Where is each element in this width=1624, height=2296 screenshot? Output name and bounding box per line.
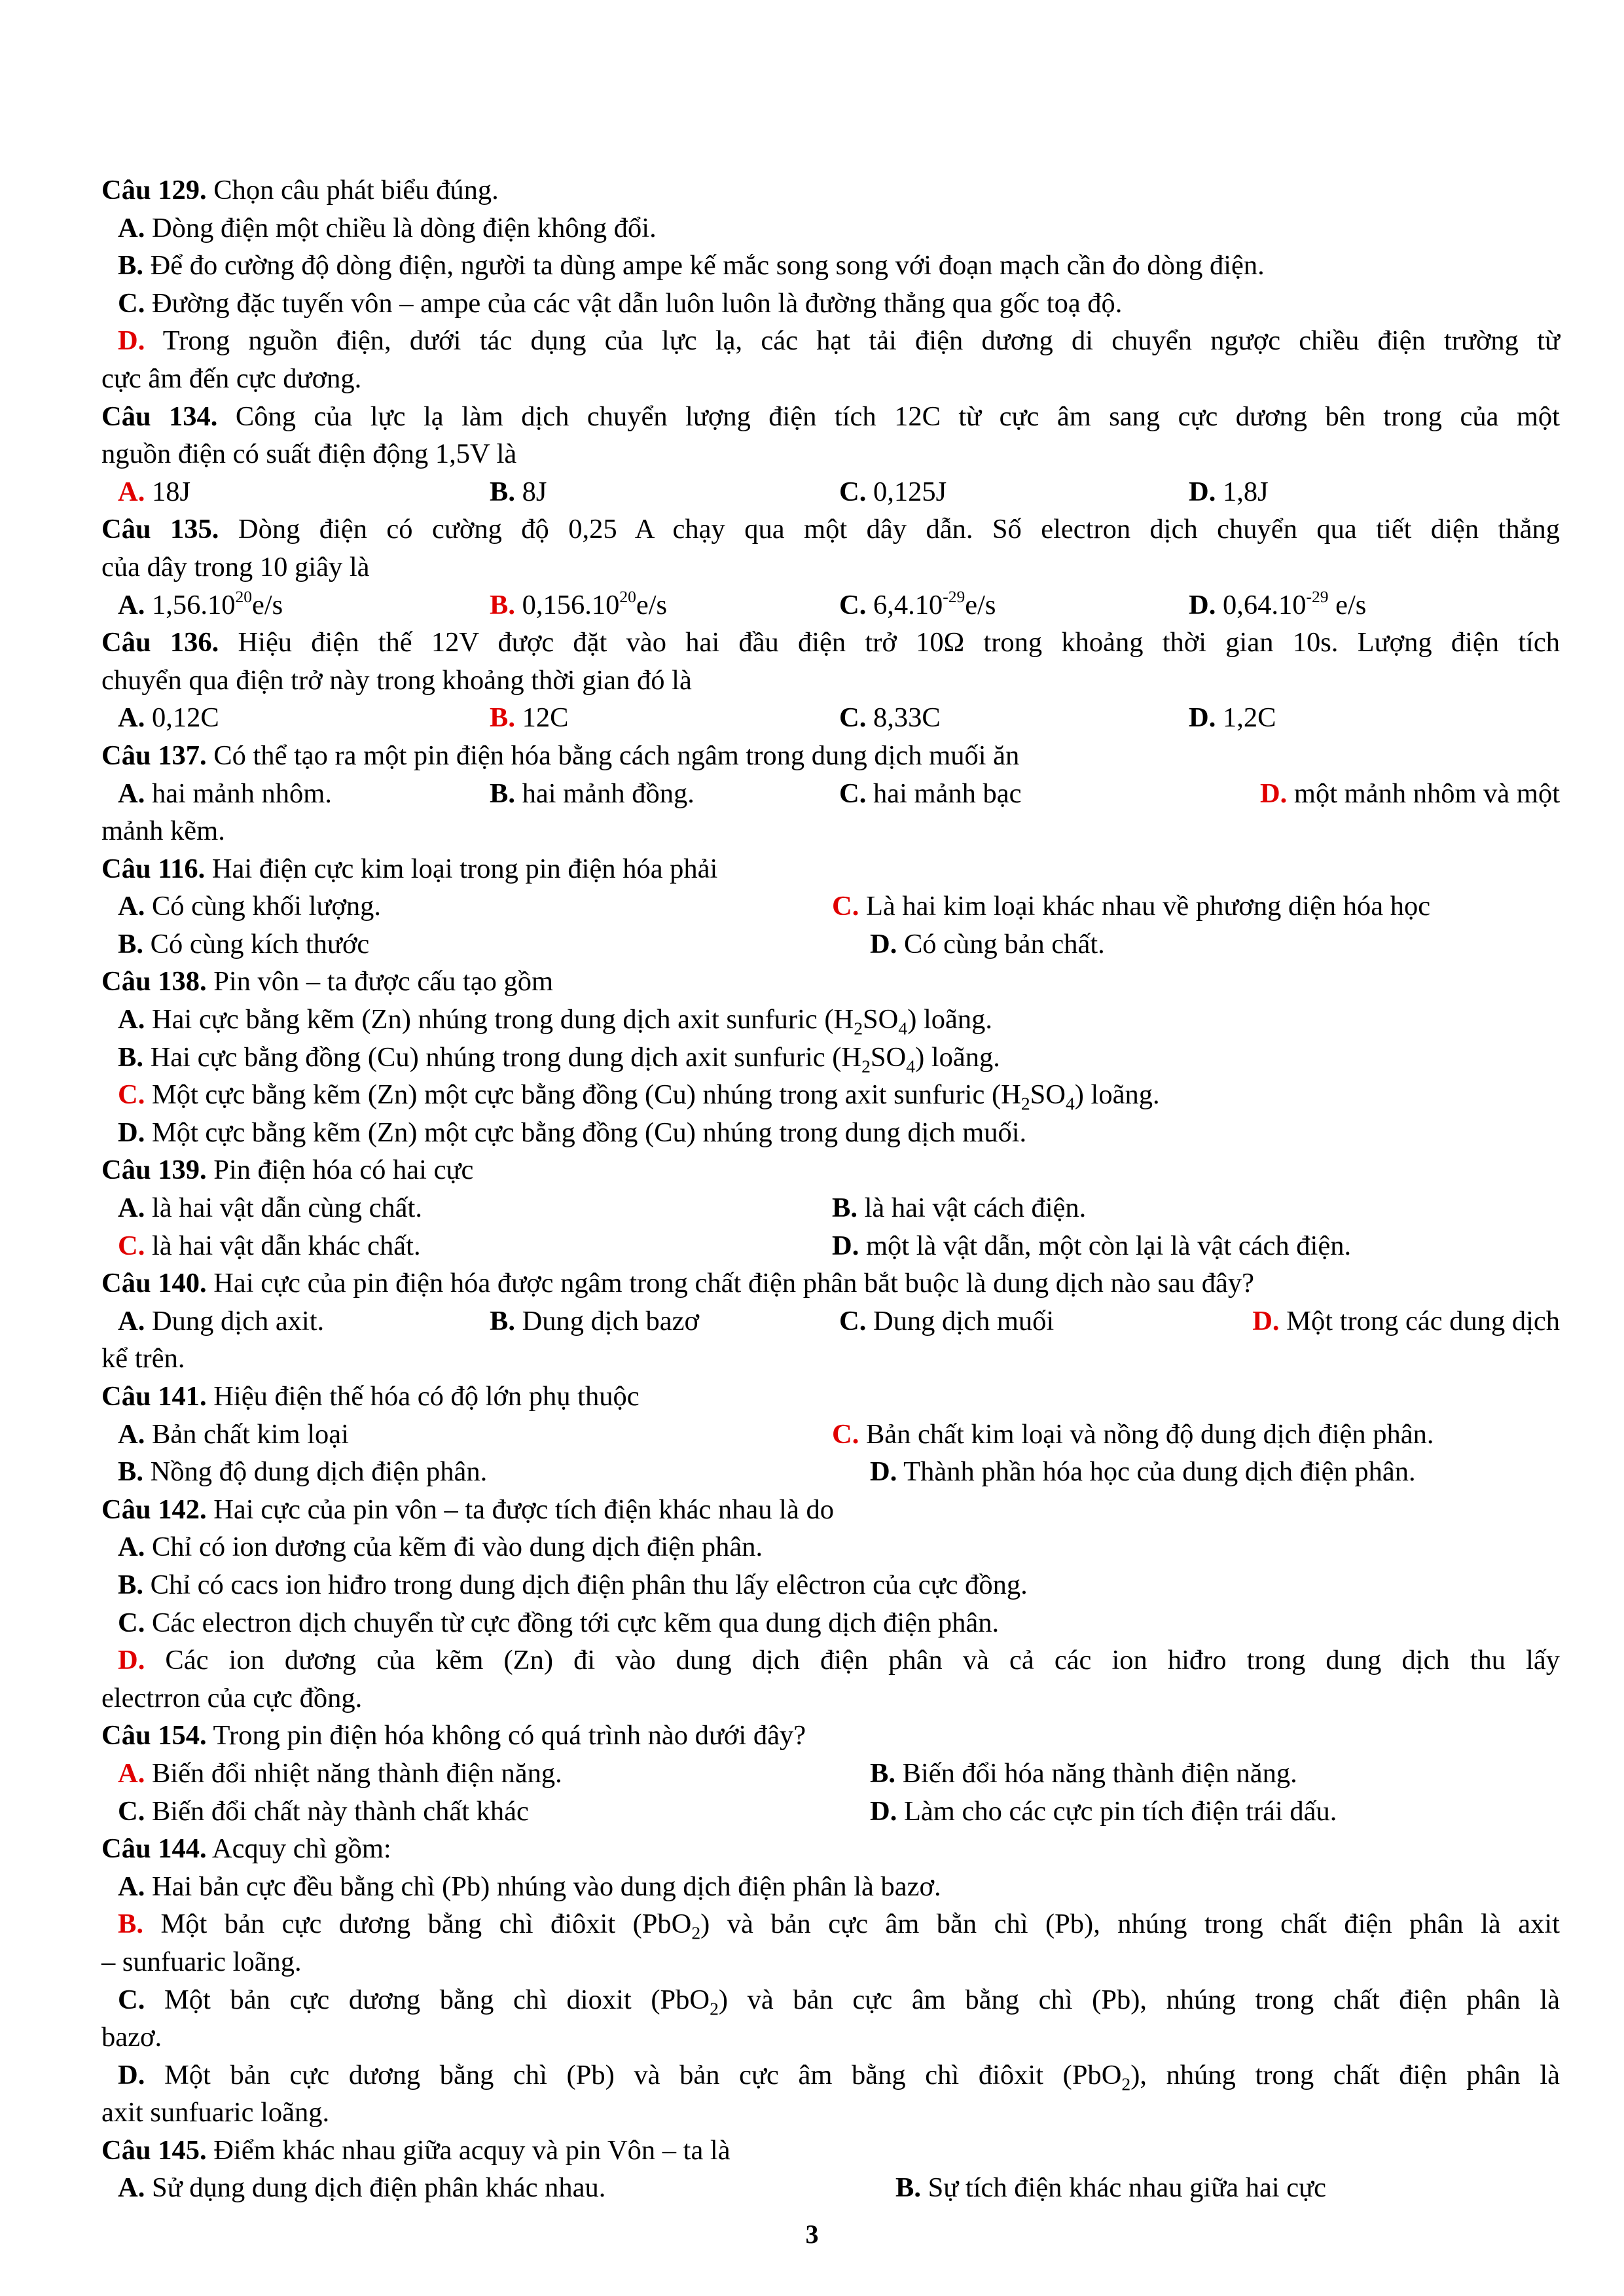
option-text: Biến đổi hóa năng thành điện năng. <box>895 1757 1297 1789</box>
question-number: Câu 138. <box>101 966 207 997</box>
option-label: D. <box>832 1230 859 1261</box>
options-row <box>101 925 1560 963</box>
option-label: B. <box>490 476 515 507</box>
subscript: 2 <box>1121 2073 1131 2094</box>
option-text: Hai cực bằng kẽm (Zn) nhúng trong dung dịch axit sunfuric (H <box>145 1004 854 1035</box>
option-text: Một bản cực dương bằng chì điôxit (PbO <box>143 1909 692 1940</box>
question-number: Câu 136. <box>101 627 219 658</box>
option-b <box>101 1905 1560 1943</box>
option-text: 18J <box>145 476 190 507</box>
option-d-continuation: axit sunfuaric loãng. <box>101 2097 330 2128</box>
option-text: Một bản cực dương bằng chì dioxit (PbO <box>145 1984 710 2015</box>
question-number: Câu 137. <box>101 740 207 771</box>
option-text: 0,12C <box>145 702 219 734</box>
option-label: D. <box>870 1795 897 1827</box>
option-label: B. <box>870 1757 895 1789</box>
option-label: C. <box>839 476 867 507</box>
option-text: Các electron dịch chuyển từ cực đồng tới cực kẽm qua dung dịch điện phân. <box>145 1607 1000 1638</box>
option-label: D. <box>870 928 897 960</box>
option-text: một là vật dẫn, một còn lại là vật cách điện. <box>859 1230 1352 1261</box>
option-text: ) và bản cực âm bằng chì (Pb), nhúng trong chất điện phân là <box>718 1984 1560 2015</box>
option-c <box>839 586 1189 624</box>
option-text: Biến đổi chất này thành chất khác <box>145 1795 529 1827</box>
option-c <box>832 1416 1560 1454</box>
question-stem: Hai cực của pin điện hóa được ngâm trong chất điện phân bắt buộc là dung dịch nào sau đây? <box>206 1268 1254 1299</box>
question-stem: Hiệu điện thế hóa có độ lớn phụ thuộc <box>206 1381 640 1412</box>
question-number: Câu 135. <box>101 514 219 545</box>
option-text: Bản chất kim loại <box>145 1418 349 1450</box>
option-text: Là hai kim loại khác nhau về phương diện hóa học <box>859 891 1431 922</box>
option-a <box>118 1302 490 1340</box>
option-text: một mảnh nhôm và một <box>1287 778 1560 809</box>
option-label: B. <box>118 1041 143 1073</box>
option-text: Sử dụng dung dịch điện phân khác nhau. <box>145 2172 606 2204</box>
option-b <box>490 699 839 737</box>
option-a <box>101 1868 1560 1906</box>
option-text: Chỉ có cacs ion hiđro trong dung dịch điện phân thu lấy elêctron của cực đồng. <box>143 1569 1028 1600</box>
option-text: ) loãng. <box>915 1041 1000 1073</box>
question-number: Câu 129. <box>101 175 207 206</box>
question-154 <box>101 1717 1560 1755</box>
option-d-continuation: kể trên. <box>101 1343 185 1374</box>
correct-option-label: B. <box>490 702 515 734</box>
option-c <box>839 775 1189 813</box>
option-text: Có cùng khối lượng. <box>145 891 382 922</box>
question-139 <box>101 1151 1560 1189</box>
option-c <box>101 285 1560 323</box>
option-a <box>118 2169 895 2207</box>
option-d <box>832 1227 1560 1265</box>
page-number: 3 <box>805 2219 819 2249</box>
option-c <box>118 1227 832 1265</box>
option-d <box>101 1641 1560 1679</box>
exponent: -29 <box>943 587 965 607</box>
question-138 <box>101 963 1560 1001</box>
option-b <box>101 1566 1560 1604</box>
option-text: Một trong các dung dịch <box>1279 1305 1560 1336</box>
option-text: 0,64.10 <box>1216 589 1307 620</box>
option-a <box>118 1189 832 1227</box>
option-label: A. <box>118 778 145 809</box>
option-text: Bản chất kim loại và nồng độ dung dịch điện phân. <box>859 1418 1434 1450</box>
option-c <box>839 1302 1189 1340</box>
option-b-continuation: – sunfuaric loãng. <box>101 1946 302 1977</box>
correct-option-label: B. <box>490 589 515 620</box>
correct-option-label: D. <box>118 1645 145 1676</box>
question-145 <box>101 2132 1560 2170</box>
option-label: B. <box>118 250 143 281</box>
question-stem: Acquy chì gồm: <box>206 1833 391 1865</box>
option-b <box>490 775 839 813</box>
options-row <box>101 775 1560 813</box>
option-text: 6,4.10 <box>866 589 943 620</box>
options-row <box>101 1453 1560 1491</box>
option-label: D. <box>1189 589 1216 620</box>
option-label: A. <box>118 1004 145 1035</box>
question-stem: Hiệu điện thế 12V được đặt vào hai đầu điện trở 10Ω trong khoảng thời gian 10s. Lượng điện tích <box>219 627 1560 658</box>
question-stem: Trong pin điện hóa không có quá trình nào dưới đây? <box>206 1720 806 1751</box>
option-text: ) loãng. <box>1074 1079 1160 1111</box>
option-text: 1,8J <box>1216 476 1269 507</box>
option-label: B. <box>832 1193 857 1224</box>
option-text: Hai cực bằng đồng (Cu) nhúng trong dung dịch axit sunfuric (H <box>143 1041 862 1073</box>
question-136 <box>101 624 1560 662</box>
correct-option-label: D. <box>1252 1305 1280 1336</box>
exponent: 20 <box>235 587 252 607</box>
option-label: A. <box>118 1305 145 1336</box>
options-row <box>101 1793 1560 1831</box>
option-label: A. <box>118 1871 145 1902</box>
option-d <box>1189 473 1560 511</box>
option-a <box>118 1416 832 1454</box>
option-label: C. <box>118 287 145 319</box>
options-row <box>101 473 1560 511</box>
option-text: là hai vật cách điện. <box>857 1193 1087 1224</box>
question-stem-continuation: nguồn điện có suất điện động 1,5V là <box>101 439 517 470</box>
option-text: Hai bản cực đều bằng chì (Pb) nhúng vào dung dịch điện phân là bazơ. <box>145 1871 941 1902</box>
question-number: Câu 139. <box>101 1155 207 1186</box>
option-text: 0,156.10 <box>514 589 620 620</box>
option-label: B. <box>118 928 143 960</box>
option-a <box>118 1755 870 1793</box>
option-label: C. <box>839 1305 867 1336</box>
correct-option-label: A. <box>118 476 145 507</box>
option-text: hai mảnh nhôm. <box>145 778 332 809</box>
subscript: 2 <box>861 1056 871 1077</box>
question-number: Câu 145. <box>101 2134 207 2166</box>
options-row <box>101 699 1560 737</box>
option-a <box>118 586 490 624</box>
options-row <box>101 1416 1560 1454</box>
unit: e/s <box>965 589 996 620</box>
option-label: A. <box>118 2172 145 2204</box>
option-label: A. <box>118 1193 145 1224</box>
option-c <box>839 473 1189 511</box>
option-label: A. <box>118 1418 145 1450</box>
option-text: Dòng điện một chiều là dòng điện không đổi. <box>145 212 657 243</box>
option-text: Biến đổi nhiệt năng thành điện năng. <box>145 1757 562 1789</box>
option-d-continuation: cực âm đến cực dương. <box>101 363 362 394</box>
option-b <box>490 473 839 511</box>
question-stem: Hai cực của pin vôn – ta được tích điện khác nhau là do <box>206 1494 834 1525</box>
exponent: -29 <box>1306 587 1329 607</box>
option-text: Các ion dương của kẽm (Zn) đi vào dung dịch điện phân và cả các ion hiđro trong dung dịch thu lấy <box>145 1645 1560 1676</box>
option-b <box>101 1039 1560 1077</box>
option-label: A. <box>118 1532 145 1563</box>
question-stem: Chọn câu phát biểu đúng. <box>206 175 499 206</box>
option-c <box>101 1076 1560 1114</box>
question-stem: Điểm khác nhau giữa acquy và pin Vôn – ta là <box>206 2134 731 2166</box>
options-row <box>101 888 1560 925</box>
option-label: D. <box>1189 702 1216 734</box>
option-b <box>490 1302 839 1340</box>
option-text: 8J <box>514 476 547 507</box>
option-label: D. <box>118 2059 145 2090</box>
option-b <box>895 2169 1560 2207</box>
option-c <box>118 1793 870 1831</box>
question-137 <box>101 737 1560 775</box>
option-text: Để đo cường độ dòng điện, người ta dùng ampe kế mắc song song với đoạn mạch cần đo dòng điện. <box>143 250 1265 281</box>
option-d <box>1189 775 1560 813</box>
option-d <box>101 322 1560 360</box>
option-text: hai mảnh bạc <box>866 778 1022 809</box>
correct-option-label: D. <box>118 325 145 357</box>
option-text: Trong nguồn điện, dưới tác dụng của lực lạ, các hạt tải điện dương di chuyển ngược chiều điện trường từ <box>145 325 1560 357</box>
option-text: Dung dịch axit. <box>145 1305 325 1336</box>
option-text: Một cực bằng kẽm (Zn) một cực bằng đồng (Cu) nhúng trong axit sunfuric (H <box>145 1079 1021 1111</box>
option-b <box>490 586 839 624</box>
subscript: 4 <box>898 1018 908 1039</box>
option-label: C. <box>118 1607 145 1638</box>
question-number: Câu 154. <box>101 1720 207 1751</box>
question-stem: Công của lực lạ làm dịch chuyển lượng điện tích 12C từ cực âm sang cực dương bên trong của một <box>217 401 1560 432</box>
option-label: B. <box>490 1305 515 1336</box>
option-label: A. <box>118 891 145 922</box>
correct-option-label: A. <box>118 1757 145 1789</box>
options-row <box>101 1755 1560 1793</box>
option-text: hai mảnh đồng. <box>514 778 695 809</box>
option-label: A. <box>118 589 145 620</box>
option-label: D. <box>118 1117 145 1148</box>
option-d <box>1189 586 1560 624</box>
option-c <box>101 1604 1560 1642</box>
option-a <box>118 888 832 925</box>
exponent: 20 <box>619 587 636 607</box>
correct-option-label: D. <box>1259 778 1288 809</box>
option-text: là hai vật dẫn khác chất. <box>145 1230 421 1261</box>
question-142 <box>101 1491 1560 1529</box>
option-text: Thành phần hóa học của dung dịch điện phân. <box>897 1456 1416 1488</box>
correct-option-label: C. <box>832 1418 859 1450</box>
question-number: Câu 116. <box>101 853 206 884</box>
options-row <box>101 1189 1560 1227</box>
option-b <box>870 1755 1560 1793</box>
option-label: C. <box>118 1795 145 1827</box>
option-text: là hai vật dẫn cùng chất. <box>145 1193 422 1224</box>
question-116 <box>101 850 1560 888</box>
option-a <box>101 1528 1560 1566</box>
option-text: 0,125J <box>866 476 947 507</box>
option-text: Dung dịch bazơ <box>514 1305 699 1336</box>
option-label: C. <box>839 589 867 620</box>
option-text: Có cùng bản chất. <box>897 928 1105 960</box>
question-stem: Pin vôn – ta được cấu tạo gồm <box>206 966 554 997</box>
option-label: A. <box>118 212 145 243</box>
options-row <box>101 1227 1560 1265</box>
subscript: 4 <box>1065 1093 1075 1114</box>
option-a <box>118 775 490 813</box>
question-stem: Pin điện hóa có hai cực <box>206 1155 474 1186</box>
option-c-continuation: bazơ. <box>101 2022 162 2053</box>
subscript: 2 <box>1020 1093 1030 1114</box>
option-text: Một bản cực dương bằng chì (Pb) và bản cực âm bằng chì điôxit (PbO <box>145 2059 1122 2090</box>
option-d <box>101 2056 1560 2094</box>
question-140 <box>101 1265 1560 1302</box>
correct-option-label: C. <box>118 1079 145 1111</box>
option-label: C. <box>839 778 867 809</box>
unit: e/s <box>251 589 283 620</box>
option-label: D. <box>1189 476 1216 507</box>
formula-text: SO <box>870 1041 907 1073</box>
subscript: 4 <box>906 1056 916 1077</box>
option-d <box>101 1114 1560 1152</box>
option-text: ), nhúng trong chất điện phân là <box>1130 2059 1561 2090</box>
option-text: Nồng độ dung dịch điện phân. <box>143 1456 488 1488</box>
option-b <box>118 925 870 963</box>
subscript: 2 <box>691 1922 701 1943</box>
question-number: Câu 142. <box>101 1494 207 1525</box>
option-d <box>1189 1302 1560 1340</box>
option-a <box>118 699 490 737</box>
option-label: B. <box>895 2172 921 2204</box>
question-number: Câu 144. <box>101 1833 207 1865</box>
question-number: Câu 134. <box>101 401 218 432</box>
option-text: Một cực bằng kẽm (Zn) một cực bằng đồng (Cu) nhúng trong dung dịch muối. <box>145 1117 1027 1148</box>
option-text: Chỉ có ion dương của kẽm đi vào dung dịch điện phân. <box>145 1532 763 1563</box>
question-141 <box>101 1378 1560 1416</box>
option-text: Dung dịch muối <box>866 1305 1055 1336</box>
options-row <box>101 586 1560 624</box>
correct-option-label: C. <box>118 1230 145 1261</box>
question-stem: Có thể tạo ra một pin điện hóa bằng cách ngâm trong dung dịch muối ăn <box>206 740 1020 771</box>
option-d <box>1189 699 1560 737</box>
option-a <box>101 209 1560 247</box>
unit: e/s <box>1328 589 1367 620</box>
option-label: D. <box>870 1456 897 1488</box>
option-text: 8,33C <box>866 702 941 734</box>
subscript: 2 <box>710 1998 719 2018</box>
unit: e/s <box>636 589 668 620</box>
option-d-continuation: electrron của cực đồng. <box>101 1682 363 1713</box>
correct-option-label: C. <box>832 891 859 922</box>
question-129 <box>101 171 1560 209</box>
question-135 <box>101 511 1560 548</box>
option-text: Sự tích điện khác nhau giữa hai cực <box>920 2172 1327 2204</box>
question-number: Câu 140. <box>101 1268 207 1299</box>
option-a <box>118 473 490 511</box>
option-text: Đường đặc tuyến vôn – ampe của các vật dẫn luôn luôn là đường thẳng qua gốc toạ độ. <box>145 287 1123 319</box>
option-c <box>101 1981 1560 2019</box>
option-text: 12C <box>514 702 569 734</box>
subscript: 2 <box>854 1018 863 1039</box>
question-stem: Dòng điện có cường độ 0,25 A chạy qua một dây dẫn. Số electron dịch chuyển qua tiết diện thẳng <box>219 514 1560 545</box>
question-144 <box>101 1830 1560 1868</box>
question-stem-continuation: của dây trong 10 giây là <box>101 551 370 583</box>
option-text: ) loãng. <box>907 1004 993 1035</box>
option-b <box>101 247 1560 285</box>
correct-option-label: B. <box>118 1909 143 1940</box>
question-stem-continuation: chuyển qua điện trở này trong khoảng thời gian đó là <box>101 664 692 696</box>
formula-text: SO <box>1030 1079 1066 1111</box>
question-stem: Hai điện cực kim loại trong pin điện hóa phải <box>205 853 718 884</box>
option-b <box>118 1453 870 1491</box>
option-c <box>832 888 1560 925</box>
option-label: C. <box>839 702 867 734</box>
option-text: 1,56.10 <box>145 589 236 620</box>
option-c <box>839 699 1189 737</box>
option-d <box>870 925 1560 963</box>
option-a <box>101 1001 1560 1039</box>
option-label: A. <box>118 702 145 734</box>
option-label: B. <box>118 1456 143 1488</box>
option-text: ) và bản cực âm bằn chì (Pb), nhúng trong chất điện phân là axit <box>700 1909 1560 1940</box>
option-d <box>870 1453 1560 1491</box>
option-text: Có cùng kích thước <box>143 928 370 960</box>
option-label: B. <box>490 778 515 809</box>
options-row <box>101 2169 1560 2207</box>
option-text: Làm cho các cực pin tích điện trái dấu. <box>897 1795 1337 1827</box>
option-b <box>832 1189 1560 1227</box>
question-134 <box>101 398 1560 436</box>
question-number: Câu 141. <box>101 1381 207 1412</box>
document-body <box>101 171 1560 2207</box>
option-text: 1,2C <box>1216 702 1276 734</box>
option-label: B. <box>118 1569 143 1600</box>
option-label: C. <box>118 1984 145 2015</box>
formula-text: SO <box>863 1004 899 1035</box>
options-row <box>101 1302 1560 1340</box>
option-d-continuation: mảnh kẽm. <box>101 816 225 847</box>
option-d <box>870 1793 1560 1831</box>
